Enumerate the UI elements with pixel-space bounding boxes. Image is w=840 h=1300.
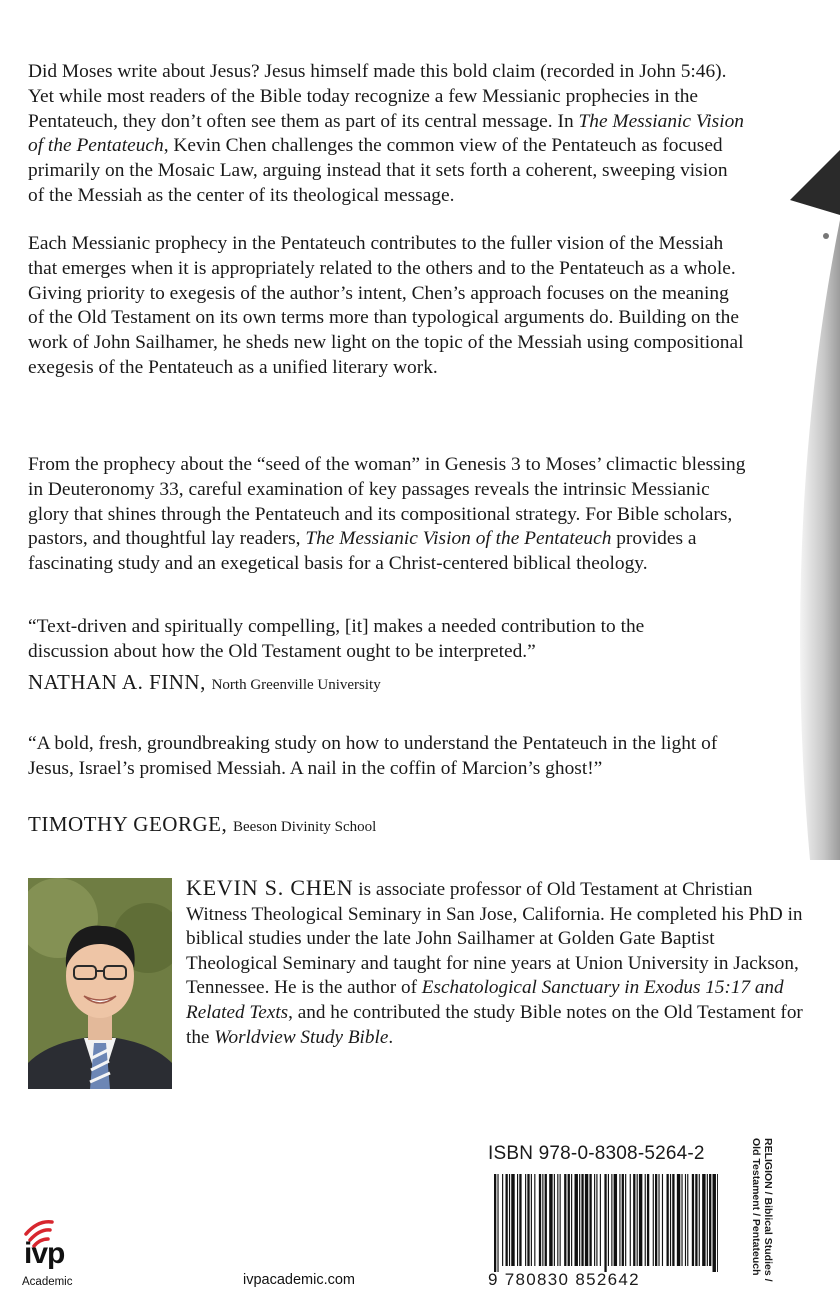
barcode-bar (589, 1174, 591, 1266)
barcode-bar (600, 1174, 601, 1266)
barcode-bar (506, 1174, 508, 1266)
barcode-bar (560, 1174, 561, 1266)
barcode-bar (709, 1174, 711, 1266)
barcode-bar (494, 1174, 496, 1272)
barcode-bar (557, 1174, 558, 1266)
barcode-bar (717, 1174, 718, 1272)
barcode-bar (527, 1174, 529, 1266)
barcode-bar (531, 1174, 532, 1266)
barcode-bar (517, 1174, 518, 1266)
barcode-bar (707, 1174, 708, 1266)
barcode-bar (647, 1174, 649, 1266)
barcode-bar (581, 1174, 583, 1266)
study-bible-title: Worldview Study Bible (214, 1026, 389, 1048)
barcode-bar (619, 1174, 620, 1266)
barcode-bar (534, 1174, 535, 1266)
barcode-bar (702, 1174, 705, 1266)
barcode-bar (519, 1174, 521, 1266)
barcode-bar (637, 1174, 638, 1266)
barcode-bar (575, 1174, 578, 1266)
barcode-bar (695, 1174, 697, 1266)
barcode-bar (596, 1174, 597, 1266)
barcode-bar (681, 1174, 682, 1266)
category-line-1: RELIGION / Biblical Studies / (762, 1138, 774, 1282)
barcode-bar (542, 1174, 543, 1266)
barcode-bar (511, 1174, 514, 1266)
author-book-title: Eschatological Sanctuary in Exodus 15:17 and Related Texts (186, 977, 784, 1023)
endorsement-attribution-1 (28, 670, 381, 695)
endorsement-attribution-2 (28, 812, 376, 837)
description-paragraph-2: Each Messianic prophecy in the Pentateuch contributes to the fuller vision of the Messiah that emerges when it is appropriately related to the others and to the Pentateuch as a whole. Giving priority to exegesis of the author’s intent, Chen’s approach focuses on the meaning of the Old Testament on its own terms more than typological arguments do. Building on the work of John Sailhamer, he sheds new light on the topic of the Messiah using compositional exegesis of the Pentateuch as a unified literary work. (28, 233, 744, 378)
barcode-bar (622, 1174, 624, 1266)
barcode-bar (549, 1174, 552, 1266)
category-label (750, 1138, 774, 1282)
barcode-bar (525, 1174, 526, 1266)
description-paragraph-1: Did Moses write about Jesus? Jesus himself made this bold claim (recorded in John 5:46). Yet while most readers of the Bible today recognize a few Messianic prophecies in the Pentateuch, they don’t often see them as part of its central message. In The Messianic Vision of the Pentateuch, Kevin Chen challenges the common view of the Pentateuch as focused primarily on the Mosaic Law, arguing instead that it sets forth a coherent, sweeping vision of the Messiah as the center of its theological message. (28, 61, 745, 206)
barcode-bar (614, 1174, 617, 1266)
barcode-bar (564, 1174, 566, 1266)
category-line-2: Old Testament / Pentateuch (750, 1138, 762, 1276)
barcode-bar (611, 1174, 612, 1266)
barcode-bar (585, 1174, 588, 1266)
author-photo (28, 878, 172, 1089)
barcode-bar (608, 1174, 609, 1266)
barcode-bar (554, 1174, 555, 1266)
barcode (494, 1174, 718, 1272)
barcode-bar (699, 1174, 700, 1266)
book-title: The Messianic Vision of the Pentateuch (28, 110, 745, 157)
barcode-bar (672, 1174, 674, 1266)
isbn-label: ISBN 978-0-8308-5264-2 (488, 1143, 705, 1164)
barcode-bar (633, 1174, 635, 1266)
barcode-bar (639, 1174, 642, 1266)
barcode-number: 9 780830 852642 (488, 1270, 640, 1289)
description-paragraph-3: From the prophecy about the “seed of the woman” in Genesis 3 to Moses’ climactic blessing in Deuteronomy 33, careful examination of key passages reveals the intrinsic Messianic glory that shines through the Pentateuch and its compositional strategy. For Bible scholars, pastors, and thoughtful lay readers, The Messianic Vision of the Pentateuch provides a fascinating study and an exegetical basis for a Christ-centered biblical theology. (28, 454, 746, 575)
barcode-bar (667, 1174, 669, 1266)
barcode-bar (645, 1174, 646, 1266)
endorser-name: NATHAN A. FINN, (28, 670, 206, 694)
barcode-bar (713, 1174, 716, 1272)
barcode-bar (662, 1174, 663, 1266)
barcode-bar (655, 1174, 657, 1266)
endorser-affiliation: North Greenville University (211, 677, 381, 693)
barcode-bar (502, 1174, 503, 1266)
barcode-bar (579, 1174, 580, 1266)
barcode-bar (545, 1174, 547, 1266)
barcode-bar (571, 1174, 572, 1266)
author-name: KEVIN S. CHEN (186, 875, 354, 900)
barcode-bar (568, 1174, 570, 1266)
barcode-bar (594, 1174, 595, 1266)
barcode-bar (685, 1174, 686, 1266)
barcode-bar (687, 1174, 688, 1266)
book-title: The Messianic Vision of the Pentateuch (305, 528, 612, 550)
endorser-affiliation: Beeson Divinity School (232, 819, 377, 835)
endorser-name: TIMOTHY GEORGE, (28, 812, 228, 836)
author-bio: KEVIN S. CHEN is associate professor of Old Testament at Christian Witness Theological Seminary in San Jose, California. He completed his PhD in biblical studies under the late John Sailhamer at Golden Gate Baptist Theological Seminary and taught for nine years at Union University in Jackson, Tennessee. He is the author of Eschatological Sanctuary in Exodus 15:17 and Related Texts, and he contributed the study Bible notes on the Old Testament for the Worldview Study Bible. (186, 875, 803, 1048)
barcode-bar (630, 1174, 631, 1266)
publisher-logo-subtitle: Academic (22, 1276, 73, 1288)
barcode-bar (653, 1174, 654, 1266)
barcode-bar (509, 1174, 510, 1266)
barcode-bar (658, 1174, 659, 1266)
barcode-bar (670, 1174, 671, 1266)
publisher-website[interactable]: ivpacademic.com (243, 1272, 356, 1288)
barcode-bar (539, 1174, 541, 1266)
barcode-bar (692, 1174, 694, 1266)
barcode-bar (604, 1174, 606, 1272)
barcode-bar (625, 1174, 626, 1266)
publisher-logo: ivp (24, 1237, 65, 1270)
endorsement-quote-2: “A bold, fresh, groundbreaking study on how to understand the Pentateuch in the light of Jesus, Israel’s promised Messiah. A nail in the coffin of Marcion’s ghost!” (28, 733, 718, 779)
endorsement-quote-1: “Text-driven and spiritually compelling, [it] makes a needed contribution to the discussion about how the Old Testament ought to be interpreted.” (28, 616, 645, 662)
barcode-bar (497, 1174, 498, 1272)
barcode-bar (677, 1174, 680, 1266)
